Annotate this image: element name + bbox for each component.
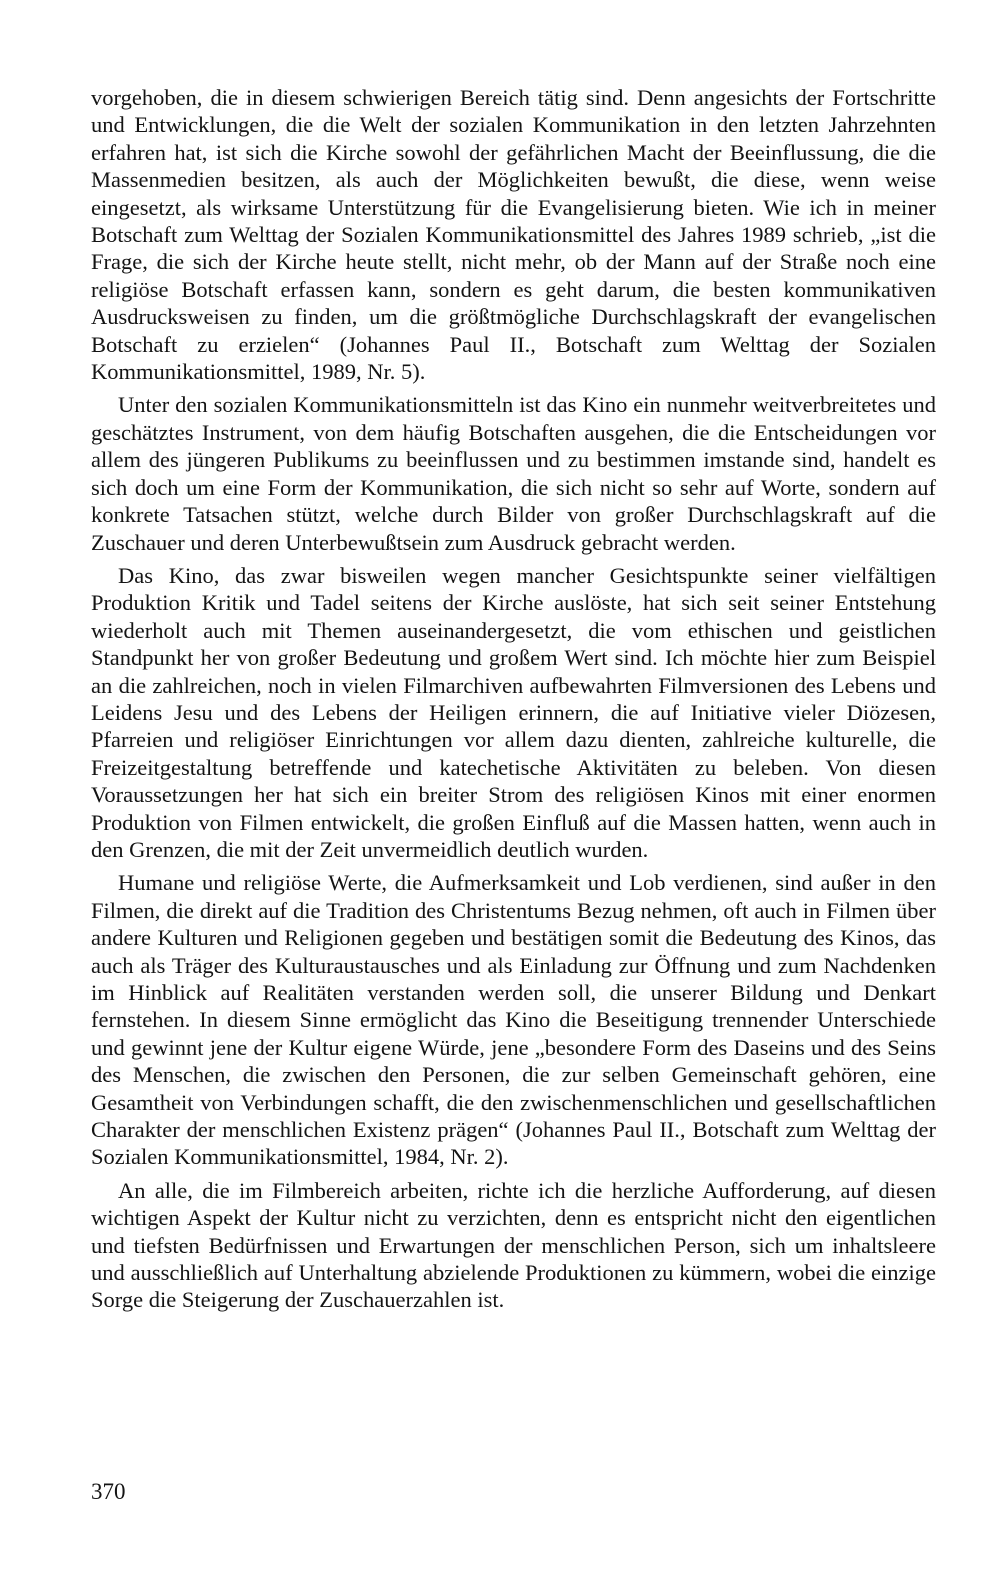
paragraph-continued: vorgehoben, die in diesem schwierigen Bereich tätig sind. Denn angesichts der Fortschritte und Entwicklungen, die die Welt der sozialen Kommunikation in den letzten Jahrzehnten erfahren hat, ist sich die Kirche sowohl der gefährlichen Macht der Beeinflussung, die die Massenmedien besitzen, als auch der Möglichkeiten bewußt, die diese, wenn weise eingesetzt, als wirksame Unterstützung für die Evangelisierung bieten. Wie ich in meiner Botschaft zum Welttag der Sozialen Kommunikationsmittel des Jahres 1989 schrieb, „ist die Frage, die sich der Kirche heute stellt, nicht mehr, ob der Mann auf der Straße noch eine religiöse Botschaft erfassen kann, sondern es geht darum, die besten kommunikativen Ausdrucksweisen zu finden, um die größtmögliche Durchschlagskraft der evangelischen Botschaft zu erzielen“ (Johannes Paul II., Botschaft zum Welttag der Sozialen Kommunikationsmittel, 1989, Nr. 5). <box>91 85 936 385</box>
paragraph: An alle, die im Filmbereich arbeiten, richte ich die herzliche Aufforderung, auf diesen wichtigen Aspekt der Kultur nicht zu verzichten, denn es entspricht nicht den eigentlichen und tiefsten Bedürfnissen und Erwartungen der menschlichen Person, sich um inhaltsleere und ausschließlich auf Unterhaltung abzielende Produktionen zu kümmern, wobei die einzige Sorge die Steigerung der Zuschauerzahlen ist. <box>91 1177 936 1313</box>
paragraph: Humane und religiöse Werte, die Aufmerksamkeit und Lob verdienen, sind außer in den Filmen, die direkt auf die Tradition des Christentums Bezug nehmen, oft auch in Filmen über andere Kulturen und Religionen gegeben und bestätigen somit die Bedeutung des Kinos, das auch als Träger des Kulturaustausches und als Einladung zur Öffnung und zum Nachdenken im Hinblick auf Realitäten verstanden werden soll, die unserer Bildung und Denkart fernstehen. In diesem Sinne ermöglicht das Kino die Beseitigung trennender Unterschiede und gewinnt jene der Kultur eigene Würde, jene „besondere Form des Daseins und des Seins des Menschen, die zwischen den Personen, die zur selben Gemeinschaft gehören, eine Gesamtheit von Verbindungen schafft, die den zwischenmenschlichen und gesellschaftlichen Charakter der menschlichen Existenz prägen“ (Johannes Paul II., Botschaft zum Welttag der Sozialen Kommunikationsmittel, 1984, Nr. 2). <box>91 870 936 1170</box>
page-number: 370 <box>91 1479 126 1504</box>
paragraph: Unter den sozialen Kommunikationsmitteln ist das Kino ein nunmehr weitverbreitetes und geschätztes Instrument, von dem häufig Botschaften ausgehen, die die Entscheidungen vor allem des jüngeren Publikums zu beeinflussen und zu bestimmen imstande sind, handelt es sich doch um eine Form der Kommunikation, die sich nicht so sehr auf Worte, sondern auf konkrete Tatsachen stützt, welche durch Bilder von großer Durchschlagskraft auf die Zuschauer und deren Unterbewußtsein zum Ausdruck gebracht werden. <box>91 392 936 555</box>
body-text <box>91 84 936 1320</box>
paragraph: Das Kino, das zwar bisweilen wegen mancher Gesichtspunkte seiner vielfältigen Produktion Kritik und Tadel seitens der Kirche auslöste, hat sich seit seiner Entstehung wiederholt auch mit Themen auseinandergesetzt, die vom ethischen und geistlichen Standpunkt her von großer Bedeutung und großem Wert sind. Ich möchte hier zum Beispiel an die zahlreichen, noch in vielen Filmarchiven aufbewahrten Filmversionen des Lebens und Leidens Jesu und des Lebens der Heiligen erinnern, die auf Initiative vieler Diözesen, Pfarreien und religiöser Einrichtungen vor allem dazu dienten, zahlreiche kulturelle, die Freizeitgestaltung betreffende und katechetische Aktivitäten zu beleben. Von diesen Voraussetzungen her hat sich ein breiter Strom des religiösen Kinos mit einer enormen Produktion von Filmen entwickelt, die großen Einfluß auf die Massen hatten, wenn auch in den Grenzen, die mit der Zeit unvermeidlich deutlich wurden. <box>91 562 936 862</box>
